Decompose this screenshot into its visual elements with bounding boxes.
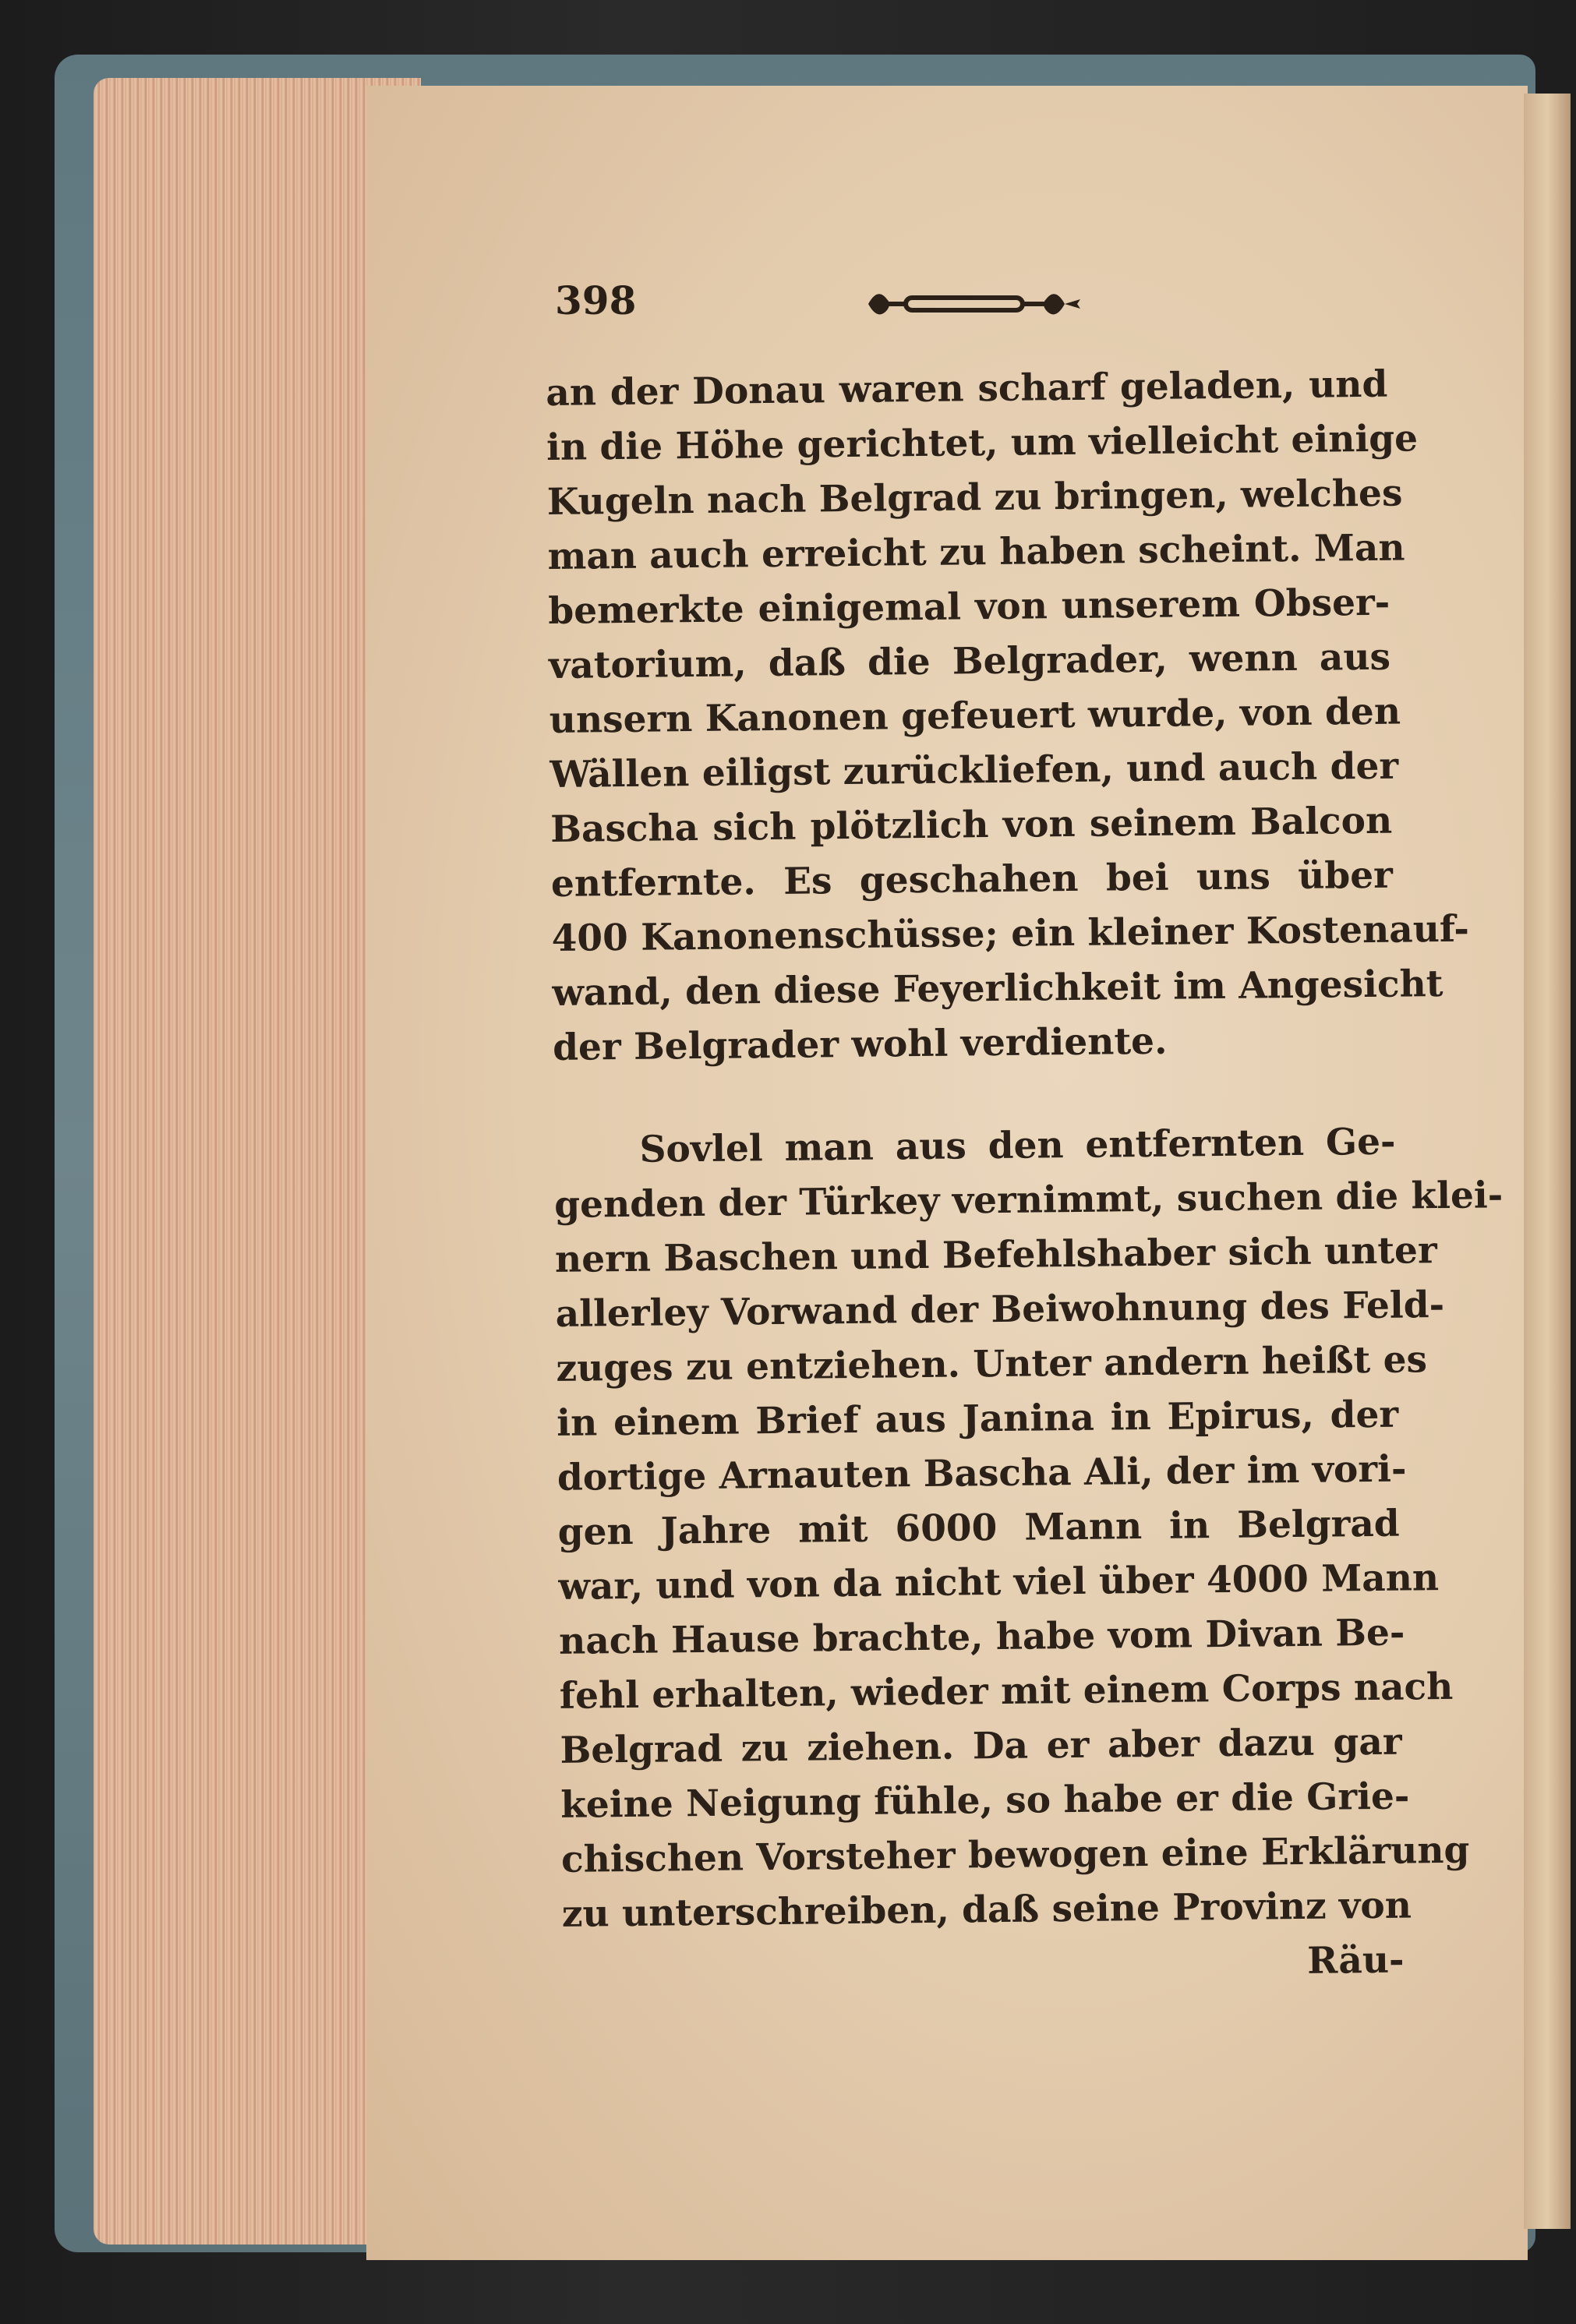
- catchword: Räu-: [1306, 1938, 1405, 1983]
- text-line: der Belgrader wohl verdiente.: [552, 1019, 1168, 1069]
- text-line: nach Hause brachte, habe vom Divan Be-: [558, 1611, 1405, 1663]
- right-page-edge: [1524, 94, 1571, 2229]
- text-line: man auch erreicht zu haben scheint. Man: [547, 526, 1405, 578]
- text-line: an der Donau waren scharf geladen, und: [546, 362, 1388, 415]
- paragraph-gap: [553, 1067, 1396, 1124]
- paragraph-2: [553, 1115, 1504, 1942]
- page-header: [555, 273, 1147, 343]
- text-line: Belgrad zu ziehen. Da er aber dazu gar: [560, 1720, 1402, 1772]
- paragraph-1: [546, 358, 1470, 1075]
- body-text: [546, 358, 1504, 1997]
- text-line: in die Höhe gerichtet, um vielleicht einige: [546, 417, 1419, 469]
- text-line: bemerkte einigemal von unserem Obser-: [548, 581, 1390, 633]
- text-line: keine Neigung fühle, so habe er die Grie-: [560, 1775, 1410, 1827]
- text-line: war, und von da nicht viel über 4000 Mann: [558, 1556, 1440, 1609]
- text-line: nern Baschen und Befehlshaber sich unter: [554, 1229, 1437, 1281]
- text-line: genden der Türkey vernimmt, suchen die klei-: [553, 1174, 1504, 1227]
- text-line: Wällen eiligst zurückliefen, und auch der: [549, 744, 1399, 796]
- text-line: entfernte. Es geschahen bei uns über: [550, 853, 1394, 906]
- text-line: in einem Brief aus Janina in Epirus, der: [556, 1393, 1399, 1445]
- text-line: chischen Vorsteher bewogen eine Erklärung: [560, 1828, 1470, 1881]
- text-line: gen Jahre mit 6000 Mann in Belgrad: [557, 1502, 1400, 1554]
- text-line: unsern Kanonen gefeuert wurde, von den: [549, 690, 1401, 742]
- text-line: vatorium, daß die Belgrader, wenn aus: [548, 635, 1391, 687]
- text-line: Bascha sich plötzlich von seinem Balcon: [549, 799, 1393, 851]
- text-line: Kugeln nach Belgrad zu bringen, welches: [546, 472, 1403, 524]
- text-line: 400 Kanonenschüsse; ein kleiner Kostenauf-: [551, 907, 1470, 960]
- page-number: 398: [555, 277, 637, 323]
- text-line: Sovlel man aus den entfernten Ge-: [639, 1120, 1396, 1171]
- text-line: dortige Arnauten Bascha Ali, der im vori-: [557, 1447, 1407, 1499]
- ornament-rule-icon: [860, 281, 1094, 327]
- text-line: fehl erhalten, wieder mit einem Corps nach: [559, 1665, 1454, 1718]
- text-line: zuges zu entziehen. Unter andern heißt es: [556, 1338, 1428, 1390]
- text-line: zu unterschreiben, daß seine Provinz von: [561, 1884, 1412, 1936]
- text-line: wand, den diese Feyerlichkeit im Angesicht: [552, 962, 1443, 1015]
- text-line: allerley Vorwand der Beiwohnung des Feld-: [555, 1283, 1445, 1336]
